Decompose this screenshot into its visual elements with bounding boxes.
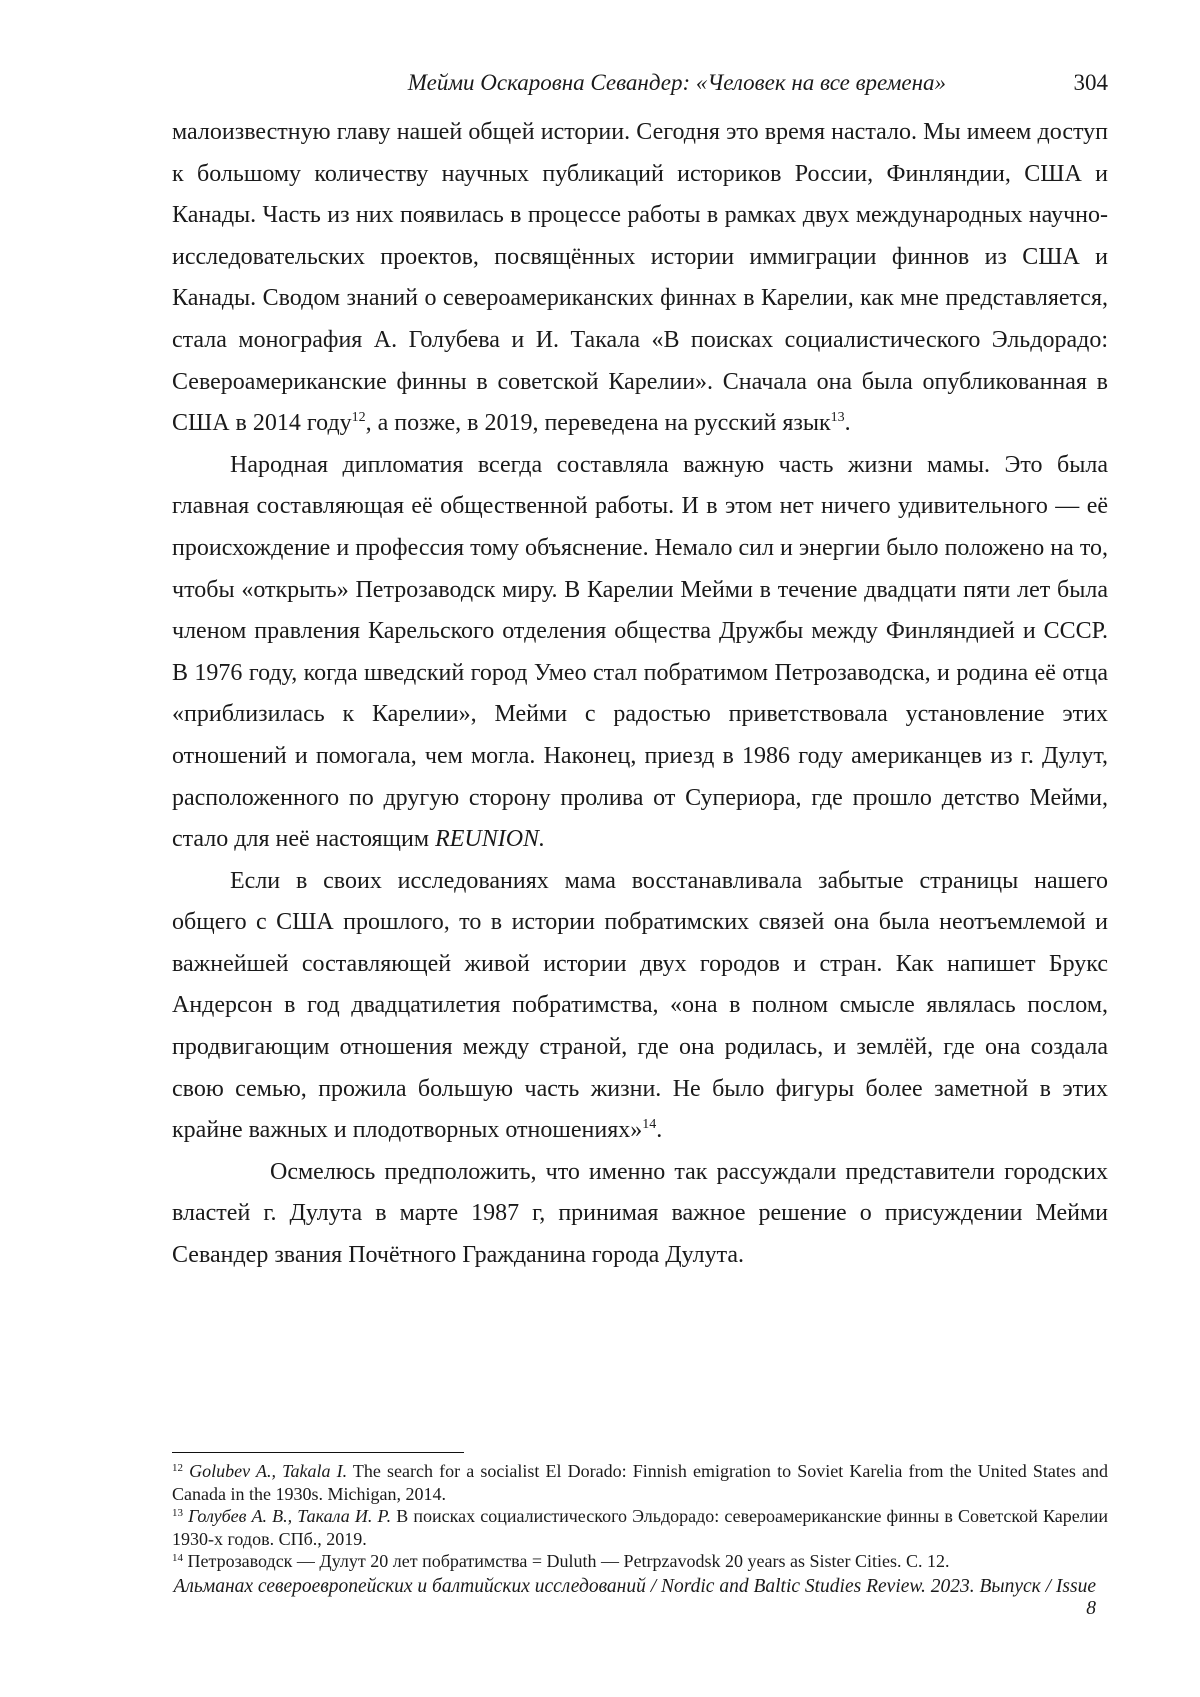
footnote-ref-14[interactable]: 14 <box>642 1117 656 1132</box>
paragraph-1-text-cont: , а позже, в 2019, переведена на русский язык <box>366 410 831 436</box>
footnote-number: 13 <box>172 1507 183 1519</box>
footnote-12 <box>172 1460 1108 1505</box>
paragraph-1-text: малоизвестную главу нашей общей истории. Сегодня это время настало. Мы имеем доступ к большому количеству научных публикаций историков России, Финляндии, США и Канады. Часть из них появилась в процессе работы в рамках двух международных научно-исследовательских проектов, посвящённых истории иммиграции финнов из США и Канады. Сводом знаний о североамериканских финнах в Карелии, как мне представляется, стала монография А. Голубева и И. Такала «В поисках социалистического Эльдорадо: Североамериканские финны в советской Карелии». Сначала она была опубликованная в США в 2014 году <box>172 119 1108 436</box>
running-head <box>172 70 1108 100</box>
footnote-divider <box>172 1452 464 1453</box>
footnote-authors: Golubev A., Takala I. <box>189 1461 347 1481</box>
paragraph-2-italic: REUNION. <box>435 826 545 852</box>
paragraph-3-text: Если в своих исследованиях мама восстанавливала забытые страницы нашего общего с США прошлого, то в истории побратимских связей она была неотъемлемой и важнейшей составляющей живой истории двух городов и стран. Как напишет Брукс Андерсон в год двадцатилетия побратимства, «она в полном смысле являлась послом, продвигающим отношения между страной, где она родилась, и землёй, где она создала свою семью, прожила большую часть жизни. Не было фигуры более заметной в этих крайне важных и плодотворных отношениях» <box>172 868 1108 1144</box>
footnotes <box>172 1460 1108 1573</box>
body-text <box>172 112 1108 1277</box>
footnote-13 <box>172 1505 1108 1550</box>
footnote-ref-13[interactable]: 13 <box>831 410 845 425</box>
paragraph-3 <box>172 861 1108 1152</box>
paragraph-2 <box>172 445 1108 861</box>
footnote-14 <box>172 1550 1108 1573</box>
paragraph-3-end: . <box>656 1117 662 1143</box>
document-page <box>0 0 1200 1697</box>
footnote-text: Петрозаводск — Дулут 20 лет побратимства = Duluth — Petrpzavodsk 20 years as Sister Cities. С. 12. <box>183 1551 950 1571</box>
paragraph-4-text: Осмелюсь предположить, что именно так рассуждали представители городских властей г. Дулута в марте 1987 г, принимая важное решение о присуждении Мейми Севандер звания Почётного Гражданина города Дулута. <box>172 1159 1108 1268</box>
footnote-number: 12 <box>172 1462 183 1474</box>
footnote-text: The search for a socialist El Dorado: Finnish emigration to Soviet Karelia from the United States and Canada in the 1930s. Michigan, 2014. <box>172 1461 1108 1504</box>
paragraph-4 <box>172 1152 1108 1277</box>
running-head-title: Мейми Оскаровна Севандер: «Человек на все времена» <box>408 70 946 96</box>
paragraph-1-end: . <box>845 410 851 436</box>
footnote-ref-12[interactable]: 12 <box>352 410 366 425</box>
page-number: 304 <box>1074 70 1109 96</box>
footnote-number: 14 <box>172 1552 183 1564</box>
paragraph-1 <box>172 112 1108 445</box>
footnote-text: В поисках социалистического Эльдорадо: североамериканские финны в Советской Карелии 1930-х годов. СПб., 2019. <box>172 1506 1108 1549</box>
running-foot: Альманах североевропейских и балтийских исследований / Nordic and Baltic Studies Review. 2023. Выпуск / Issue 8 <box>172 1576 1096 1620</box>
footnote-authors: Голубев А. В., Такала И. Р. <box>188 1506 391 1526</box>
paragraph-2-text: Народная дипломатия всегда составляла важную часть жизни мамы. Это была главная составляющая её общественной работы. И в этом нет ничего удивительного — её происхождение и профессия тому объяснение. Немало сил и энергии было положено на то, чтобы «открыть» Петрозаводск миру. В Карелии Мейми в течение двадцати пяти лет была членом правления Карельского отделения общества Дружбы между Финляндией и СССР. В 1976 году, когда шведский город Умео стал побратимом Петрозаводска, и родина её отца «приблизилась к Карелии», Мейми с радостью приветствовала установление этих отношений и помогала, чем могла. Наконец, приезд в 1986 году американцев из г. Дулут, расположенного по другую сторону пролива от Супериора, где прошло детство Мейми, стало для неё настоящим <box>172 452 1108 852</box>
